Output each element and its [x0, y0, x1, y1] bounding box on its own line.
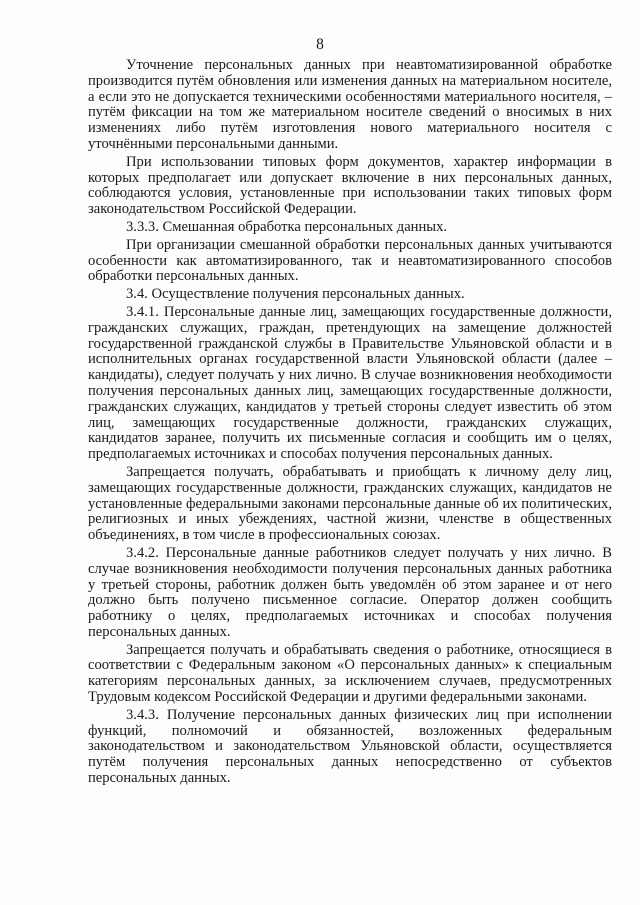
- paragraph-3-4-3: 3.4.3. Получение персональных данных физических лиц при исполнении функций, полномочий и обязанностей, возложенных федеральным законодательством и законодательством Ульяновской области, осуществляется путём получения персональных данных непосредственно от субъектов персональных данных.: [88, 706, 612, 787]
- paragraph-3-4-2: 3.4.2. Персональные данные работников следует получать у них лично. В случае возникновения необходимости получения персональных данных работника у третьей стороны, работник должен быть уведомлён об этом заранее и от него должно быть получено письменное согласие. Оператор должен сообщить работнику о целях, предполагаемых источниках и способах получения персональных данных.: [88, 544, 612, 640]
- paragraph-standard-forms: При использовании типовых форм документов, характер информации в которых предполагает или допускает включение в них персональных данных, соблюдаются условия, установленные при использовании таких типовых форм законодательством Российской Федерации.: [88, 153, 612, 218]
- document-body: [88, 58, 612, 789]
- paragraph-mixed-processing: При организации смешанной обработки персональных данных учитываются особенности как автоматизированного, так и неавтоматизированного способов обработки персональных данных.: [88, 236, 612, 285]
- section-heading-3-3-3: 3.3.3. Смешанная обработка персональных данных.: [126, 218, 448, 235]
- paragraph-clarification-non-automated: Уточнение персональных данных при неавтоматизированной обработке производится путём обновления или изменения данных на материальном носителе, а если это не допускается техническими особенностями материального носителя, – путём фиксации на том же материальном носителе сведений о вносимых в них изменениях либо путём изготовления нового материального носителя с уточнёнными персональными данными.: [88, 57, 612, 152]
- paragraph-prohibition-workers: Запрещается получать и обрабатывать сведения о работнике, относящиеся в соответствии с Федеральным законом «О персональных данных» к специальным категориям персональных данных, за исключением случаев, предусмотренных Трудовым кодексом Российской Федерации и другими федеральными законами.: [88, 641, 612, 706]
- paragraph-prohibition-officials: Запрещается получать, обрабатывать и приобщать к личному делу лиц, замещающих государственные должности, гражданских служащих, кандидатов не установленные федеральными законами персональные данные об их политических, религиозных и иных убеждениях, частной жизни, членстве в общественных объединениях, в том числе в профессиональных союзах.: [88, 463, 612, 544]
- page-number: 8: [316, 36, 324, 53]
- paragraph-3-4-1: 3.4.1. Персональные данные лиц, замещающих государственные должности, гражданских служащих, граждан, претендующих на замещение должностей государственной гражданской службы в Правительстве Ульяновской области и в исполнительных органах государственной власти Ульяновской области (далее – кандидаты), следует получать у них лично. В случае возникновения необходимости получения персональных данных лиц, замещающих государственные должности, гражданских служащих, кандидатов у третьей стороны следует известить об этом лиц, замещающих государственные должности, гражданских служащих, кандидатов заранее, получить их письменные согласия и сообщить им о целях, предполагаемых источниках и способах получения персональных данных.: [88, 303, 612, 463]
- section-heading-3-4: 3.4. Осуществление получения персональных данных.: [126, 286, 465, 303]
